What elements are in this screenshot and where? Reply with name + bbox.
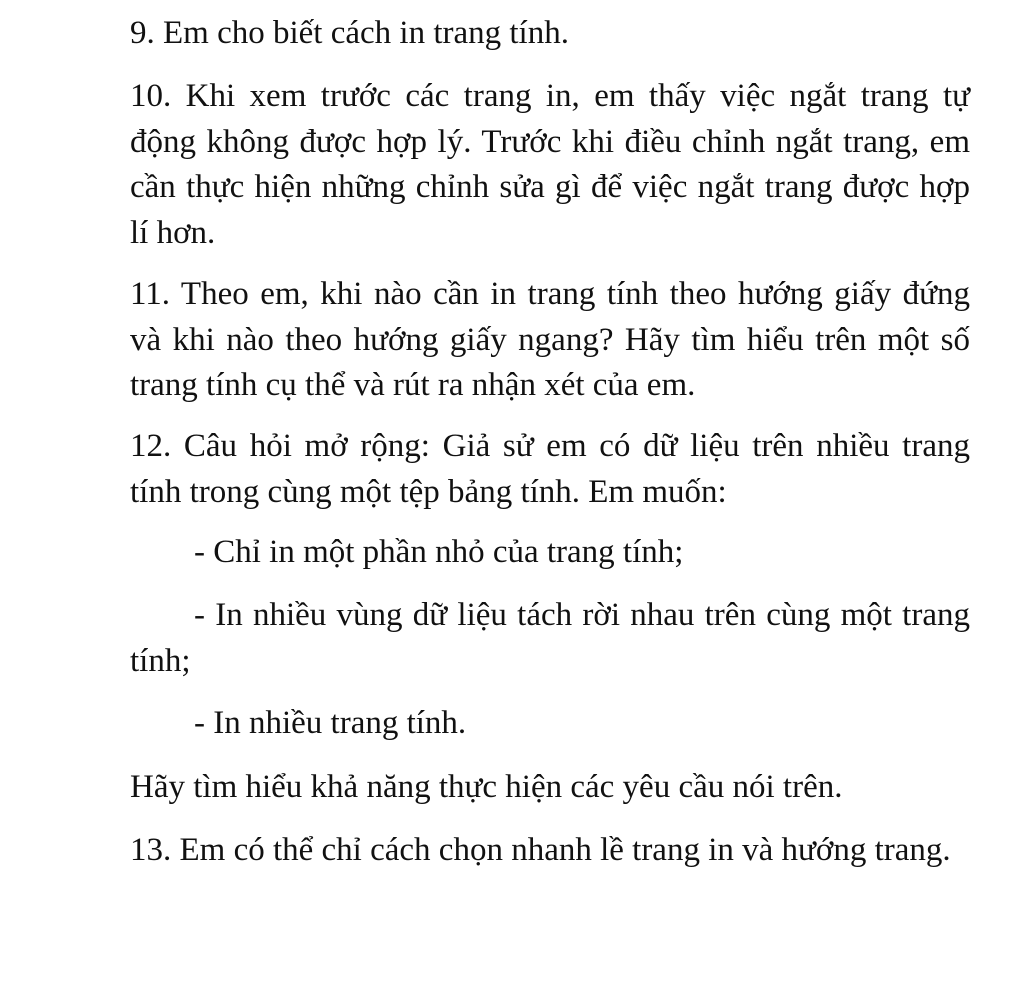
question-9: 9. Em cho biết cách in trang tính. <box>130 15 569 51</box>
question-11: 11. Theo em, khi nào cần in trang tính theo hướng giấy đứng và khi nào theo hướng giấy ngang? Hãy tìm hiểu trên một số trang tính cụ thể và rút ra nhận xét của em. <box>130 276 970 403</box>
question-10: 10. Khi xem trước các trang in, em thấy việc ngắt trang tự động không được hợp lý. Trước khi điều chỉnh ngắt trang, em cần thực hiện những chỉnh sửa gì để việc ngắt trang được hợp lí hơn. <box>130 78 970 251</box>
question-12: 12. Câu hỏi mở rộng: Giả sử em có dữ liệu trên nhiều trang tính trong cùng một tệp bảng tính. Em muốn: <box>130 428 970 510</box>
bullet-print-separate-regions: - In nhiều vùng dữ liệu tách rời nhau trên cùng một trang tính; <box>130 597 970 679</box>
bullet-print-multiple-sheets: - In nhiều trang tính. <box>194 705 467 741</box>
research-instruction: Hãy tìm hiểu khả năng thực hiện các yêu cầu nói trên. <box>130 769 843 805</box>
bullet-print-small-part: - Chỉ in một phần nhỏ của trang tính; <box>194 534 684 570</box>
question-13: 13. Em có thể chỉ cách chọn nhanh lề trang in và hướng trang. <box>130 832 951 868</box>
